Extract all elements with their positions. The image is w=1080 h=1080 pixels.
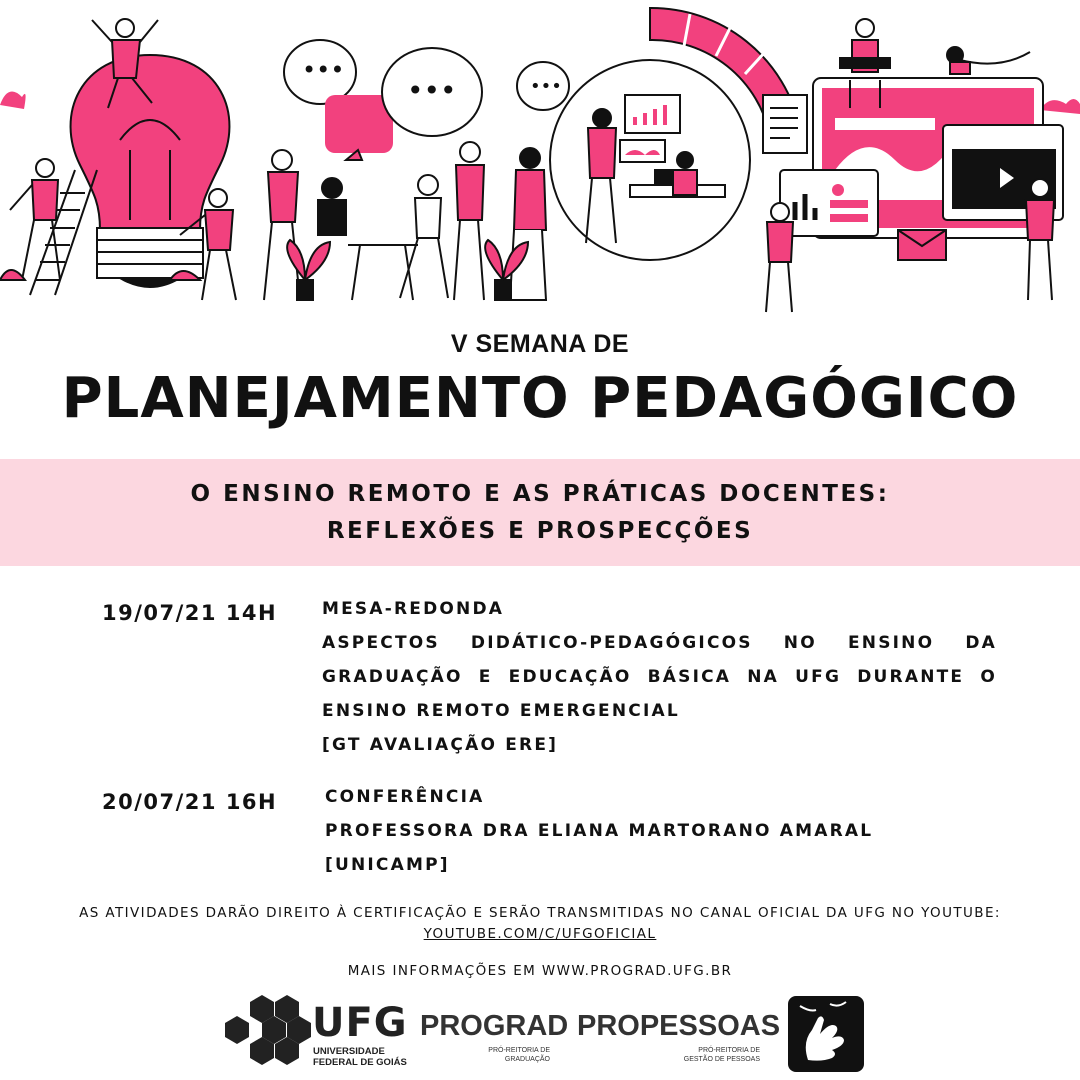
lightbulb-icon — [71, 55, 230, 287]
event-type: MESA-REDONDA — [322, 599, 505, 619]
event-note: [UNICAMP] — [325, 855, 450, 875]
hero-illustration — [0, 0, 1080, 320]
certification-notice — [60, 903, 1020, 945]
propessoas-logo-text: PROPESSOAS — [577, 1010, 781, 1042]
event-datetime: 19/07/21 14H — [102, 601, 278, 625]
event-datetime: 20/07/21 16H — [102, 790, 278, 814]
prograd-logo-text: PROGRAD — [420, 1010, 569, 1042]
prograd-subtitle-line-1: PRÓ-REITORIA DE — [488, 1047, 550, 1054]
sign-language-hands-icon — [788, 996, 864, 1072]
svg-text:•••: ••• — [407, 74, 457, 107]
event-description: PROFESSORA DRA ELIANA MARTORANO AMARAL — [325, 821, 874, 841]
event-details — [322, 592, 997, 762]
theme-line-2: REFLEXÕES E PROSPECÇÕES — [326, 517, 754, 544]
propessoas-logo-subtitle — [660, 1046, 760, 1064]
prograd-subtitle-line-2: GRADUAÇÃO — [504, 1056, 550, 1063]
event-edition-label: V SEMANA DE — [450, 330, 630, 358]
speech-bubble-icon — [284, 40, 569, 153]
svg-text:•••: ••• — [530, 76, 562, 97]
more-info-text: MAIS INFORMAÇÕES EM WWW.PROGRAD.UFG.BR — [347, 963, 733, 979]
youtube-channel-link[interactable]: YOUTUBE.COM/C/UFGOFICIAL — [423, 926, 657, 942]
ufg-subtitle-line-1: UNIVERSIDADE — [313, 1046, 385, 1057]
event-details — [325, 780, 1000, 882]
ufg-logo-text: UFG — [312, 1000, 408, 1046]
theme-line-1: O ENSINO REMOTO E AS PRÁTICAS DOCENTES: — [190, 480, 890, 507]
propessoas-subtitle-line-2: GESTÃO DE PESSOAS — [683, 1056, 760, 1063]
svg-text:•••: ••• — [302, 56, 345, 84]
event-type: CONFERÊNCIA — [325, 787, 485, 807]
certification-text: AS ATIVIDADES DARÃO DIREITO À CERTIFICAÇÃO E SERÃO TRANSMITIDAS NO CANAL OFICIAL DA UFG NO YOUTUBE: — [79, 905, 1001, 921]
theme-band — [0, 459, 1080, 566]
ufg-logo-icon — [225, 995, 311, 1065]
ufg-logo-subtitle — [313, 1046, 407, 1068]
event-description: ASPECTOS DIDÁTICO-PEDAGÓGICOS NO ENSINO DA GRADUAÇÃO E EDUCAÇÃO BÁSICA NA UFG DURANTE O ENSINO REMOTO EMERGENCIAL — [322, 633, 997, 721]
ufg-subtitle-line-2: FEDERAL DE GOIÁS — [313, 1057, 407, 1068]
page-title: PLANEJAMENTO PEDAGÓGICO — [61, 366, 1019, 431]
propessoas-subtitle-line-1: PRÓ-REITORIA DE — [698, 1047, 760, 1054]
prograd-logo-subtitle — [470, 1046, 550, 1064]
event-note: [GT AVALIAÇÃO ERE] — [322, 735, 559, 755]
